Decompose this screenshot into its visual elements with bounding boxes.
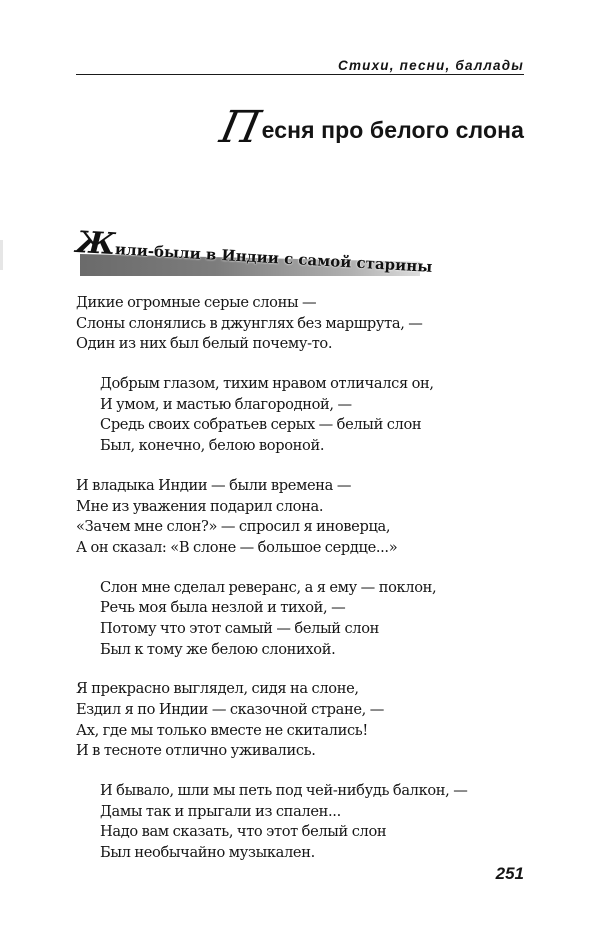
stanza-4 <box>76 578 536 661</box>
poem-line: Один из них был белый почему-то. <box>76 335 333 353</box>
poem-line: И бывало, шли мы петь под чей-нибудь балкон, — <box>100 782 468 800</box>
poem-line: Был к тому же белою слонихой. <box>100 640 336 658</box>
epigraph-rest: или-были в Индии с самой старины <box>114 240 433 276</box>
poem-line: И владыка Индии — были времена — <box>76 476 352 494</box>
poem-line: Слоны слонялись в джунглях без маршрута, — <box>76 314 423 332</box>
stanza-6 <box>76 781 536 864</box>
poem-line: Надо вам сказать, что этот белый слон <box>100 823 387 841</box>
poem-line: Дикие огромные серые слоны — <box>76 294 317 311</box>
stanza-2 <box>76 374 536 457</box>
poem-line: «Зачем мне слон?» — спросил я иноверца, <box>76 518 391 536</box>
poem-line: Был необычайно музыкален. <box>100 844 315 862</box>
epigraph-initial: Ж <box>75 225 117 263</box>
stanza-5 <box>76 679 536 762</box>
poem-line: Ах, где мы только вместе не скитались! <box>76 721 368 739</box>
epigraph-banner <box>75 224 433 284</box>
poem-line: Потому что этот самый — белый слон <box>100 619 380 637</box>
poem-line: Дамы так и прыгали из спален... <box>100 802 341 820</box>
poem-line: Добрым глазом, тихим нравом отличался он, <box>100 375 434 393</box>
title-drop-initial: П <box>215 102 266 153</box>
stanza-3 <box>76 476 536 559</box>
poem-line: И умом, и мастью благородной, — <box>100 395 352 413</box>
poem-line: Слон мне сделал реверанс, а я ему — поклон, <box>100 578 437 596</box>
poem-line: И в тесноте отлично уживались. <box>76 742 316 760</box>
poem-line: Речь моя была незлой и тихой, — <box>100 599 346 617</box>
poem-line: Мне из уважения подарил слона. <box>76 497 324 515</box>
poem-line: Ездил я по Индии — сказочной стране, — <box>76 701 384 718</box>
running-head <box>76 56 524 75</box>
poem-line: Был, конечно, белою вороной. <box>100 437 325 455</box>
poem-line: Средь своих собратьев серых — белый слон <box>100 416 422 434</box>
poem-body <box>76 293 536 883</box>
page-title <box>215 100 524 153</box>
poem-line: Я прекрасно выглядел, сидя на слоне, <box>76 680 359 698</box>
title-text: есня про белого слона <box>261 117 524 143</box>
page-number: 251 <box>495 864 524 883</box>
poem-line: А он сказал: «В слоне — большое сердце...» <box>76 538 398 556</box>
scan-edge-mark <box>0 240 3 270</box>
running-head-text: Стихи, песни, баллады <box>338 58 524 73</box>
stanza-1 <box>76 293 536 355</box>
